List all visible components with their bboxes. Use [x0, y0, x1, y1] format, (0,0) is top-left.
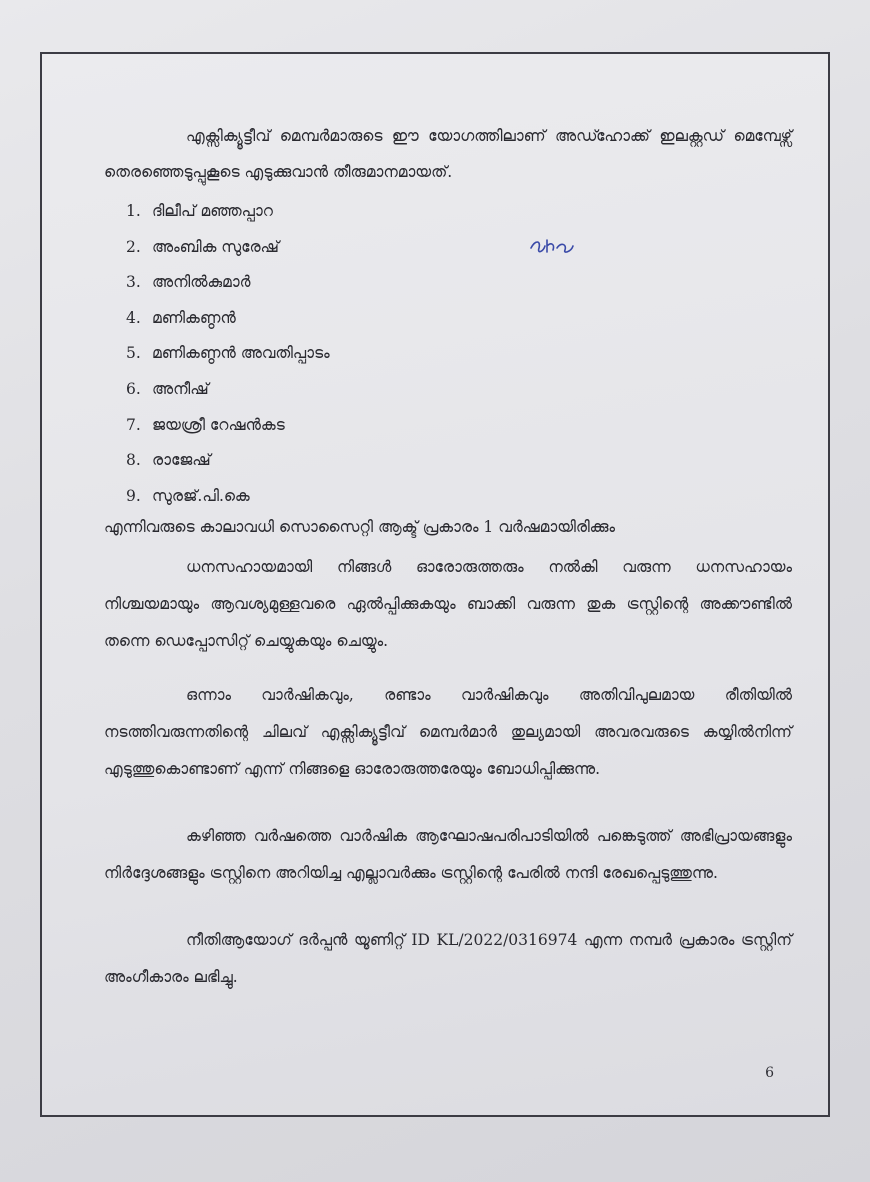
list-item: 8. രാജേഷ്: [126, 451, 211, 470]
list-item: 1. ദിലീപ് മഞ്ഞപ്പാറ: [126, 202, 273, 220]
list-item: 6. അനീഷ്: [126, 379, 209, 398]
document-page: [40, 52, 830, 1117]
paragraph-niti-aayog: നീതിആയോഗ് ദർപ്പൻ യൂണിറ്റ് ID KL/2022/0316974 എന്ന നമ്പർ പ്രകാരം ട്രസ്റ്റിന് അംഗീകാരം ലഭിച്ചു.: [104, 931, 792, 986]
list-item: 4. മണികണ്ഠൻ: [126, 308, 236, 327]
handwritten-annotation: [527, 234, 579, 256]
list-item: 2. അംബിക സുരേഷ്: [126, 237, 279, 256]
list-item: 3. അനിൽകുമാർ: [126, 273, 251, 292]
paragraph-anniversary: ഒന്നാം വാർഷികവും, രണ്ടാം വാർഷികവും അതിവിപുലമായ രീതിയിൽ നടത്തിവരുന്നതിന്റെ ചിലവ് എക്സിക്യൂട്ടീവ് മെമ്പർമാർ തുല്യമായി അവരവരുടെ കയ്യിൽനിന്ന് എടുത്തുകൊണ്ടാണ് എന്ന് നിങ്ങളെ ഓരോരുത്തരേയും ബോധിപ്പിക്കുന്നു.: [104, 686, 792, 778]
paragraph-thanks: കഴിഞ്ഞ വർഷത്തെ വാർഷിക ആഘോഷപരിപാടിയിൽ പങ്കെടുത്ത് അഭിപ്രായങ്ങളും നിർദ്ദേശങ്ങളും ട്രസ്റ്റിനെ അറിയിച്ച എല്ലാവർക്കും ട്രസ്റ്റിന്റെ പേരിൽ നന്ദി രേഖപ്പെടുത്തുന്നു.: [104, 827, 792, 882]
list-item: 5. മണികണ്ഠൻ അവതിപ്പാടം: [126, 344, 330, 363]
members-list: [126, 194, 330, 514]
paragraph-term: എന്നിവരുടെ കാലാവധി സൊസൈറ്റി ആക്ട് പ്രകാരം 1 വർഷമായിരിക്കും: [104, 518, 616, 536]
page-number: 6: [765, 1065, 774, 1081]
list-item: 7. ജയശ്രീ റേഷൻകട: [126, 415, 285, 434]
paragraph-ad-hoc-members: എക്സിക്യൂട്ടീവ് മെമ്പർമാരുടെ ഈ യോഗത്തിലാണ് അഡ്ഹോക്ക് ഇലക്റ്റഡ് മെമ്പേഴ്സ് തെരഞ്ഞെടുപ്പുകൂടെ എടുക്കുവാൻ തീരുമാനമായത്.: [104, 127, 792, 181]
list-item: 9. സുരജ്.പി.കെ: [126, 486, 250, 505]
paragraph-financial-aid: ധനസഹായമായി നിങ്ങൾ ഓരോരുത്തരും നൽകി വരുന്ന ധനസഹായം നിശ്ചയമായും ആവശ്യമുള്ളവരെ ഏൽപ്പിക്കുകയും ബാക്കി വരുന്ന തുക ട്രസ്റ്റിന്റെ അക്കൗണ്ടിൽ തന്നെ ഡെപ്പോസിറ്റ് ചെയ്യുകയും ചെയ്യും.: [104, 558, 792, 650]
